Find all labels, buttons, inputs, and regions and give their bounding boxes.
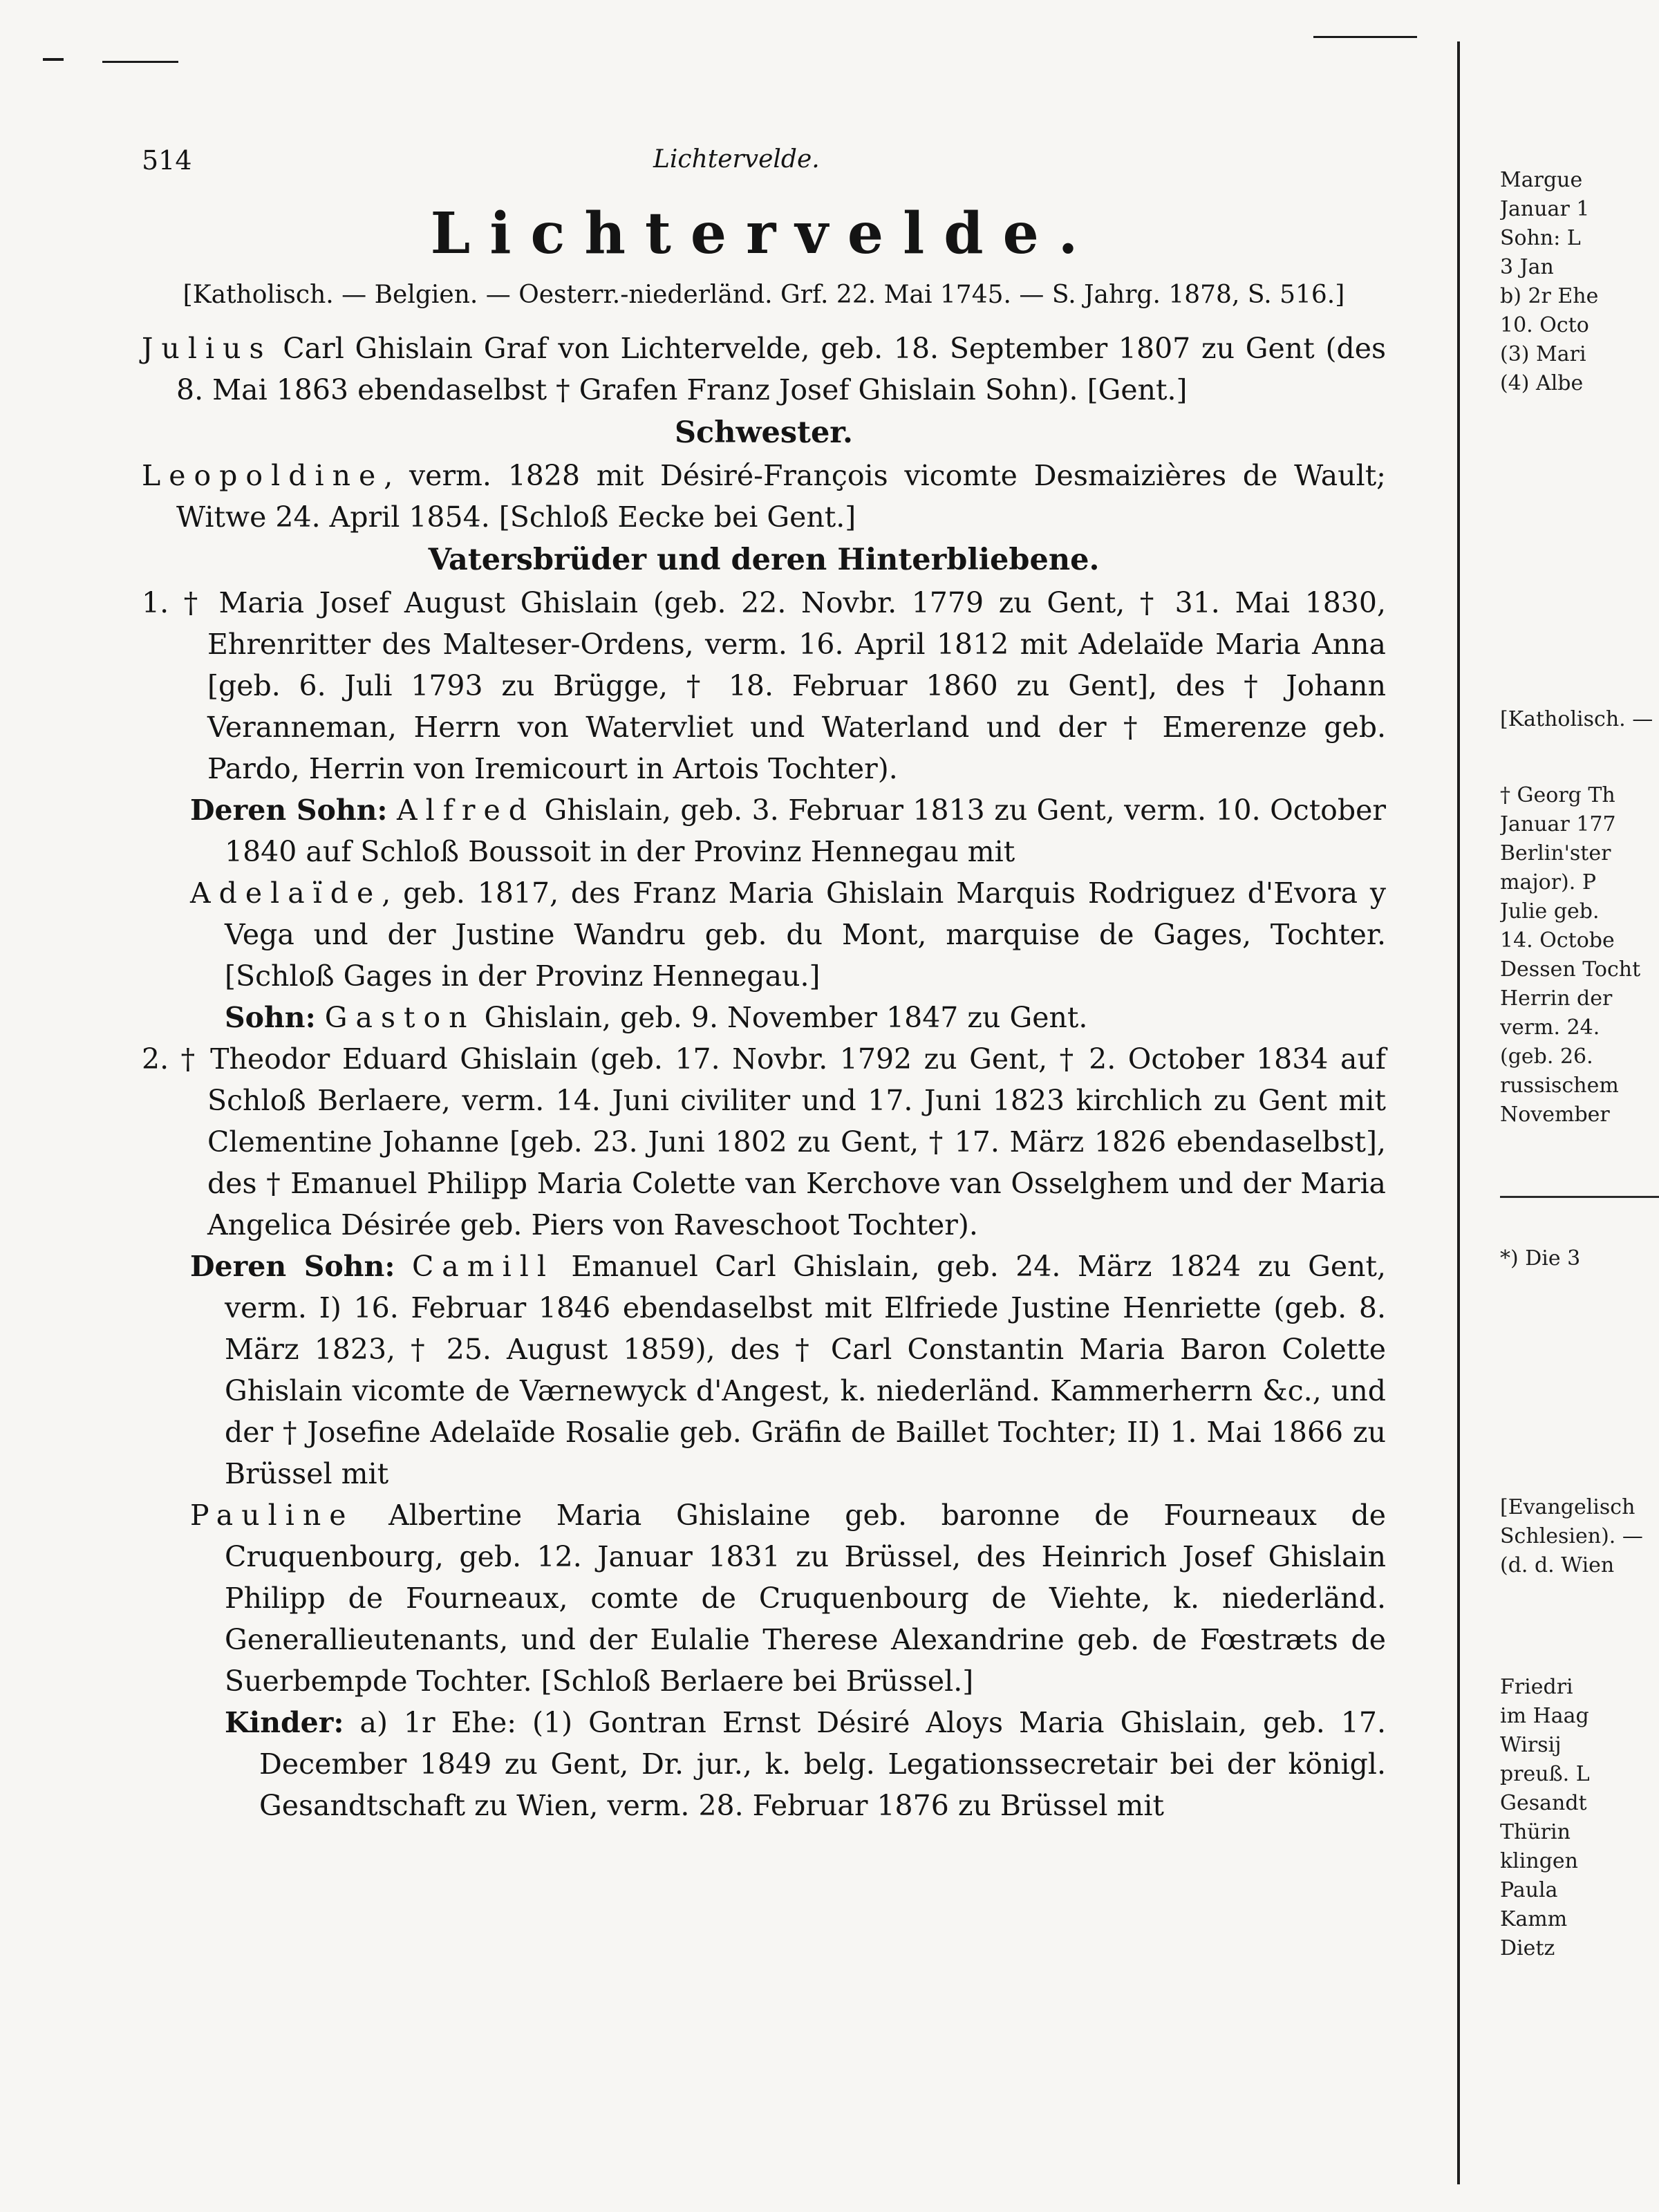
neighbor-block-3 [1500,781,1659,1130]
book-page [142,138,1386,2143]
head-of-house-entry [142,328,1386,411]
uncle-2-children-text: a) 1r Ehe: (1) Gontran Ernst Désiré Aloys Maria Ghislain, geb. 17. December 1849 zu Gent, Dr. jur., k. belg. Legationssecretair bei der königl. Gesandtschaft zu Wien, verm. 28. Februar 1876 zu Brüssel mit [259,1706,1386,1822]
neighbor-line: Wirsij [1500,1733,1562,1757]
neighbor-block-2 [1500,705,1659,734]
uncle-1-wife-text: , geb. 1817, des Franz Maria Ghislain Marquis Rodriguez d'Evora y Vega und der Justine Wandru geb. du Mont, marquise de Gages, Tochter. [Schloß Gages in der Provinz Hennegau.] [225,877,1386,993]
uncle-2-son-label: Deren Sohn: [190,1250,395,1283]
neighbor-block-5 [1500,1493,1659,1580]
neighbor-block-1 [1500,166,1659,398]
neighbor-line: Dessen Tocht [1500,957,1641,982]
neighbor-line: (geb. 26. [1500,1044,1593,1069]
neighbor-line: 14. Octobe [1500,928,1615,953]
uncle-2-wife-text: Albertine Maria Ghislaine geb. baronne de Fourneaux de Cruquenbourg, geb. 12. Januar 1831 zu Brüssel, des Heinrich Josef Ghislain Philipp de Fourneaux, comte de Cruquenbourg de Viehte, k. niederländ. Generallieutenants, und der Eulalie Therese Alexandrine geb. de Fœstræts de Suerbempde Tochter. [Schloß Berlaere bei Brüssel.] [225,1499,1386,1698]
scan-mark-mid [102,61,178,63]
uncle-2-son [142,1246,1386,1494]
neighbor-line: Schlesien). — [1500,1524,1643,1548]
neighbor-line: Januar 177 [1500,812,1616,836]
neighbor-line: verm. 24. [1500,1015,1600,1040]
uncle-2-children [142,1702,1386,1826]
neighbor-line: preuß. L [1500,1762,1590,1786]
uncles-heading: Vatersbrüder und deren Hinterbliebene. [428,543,1100,577]
neighbor-line: im Haag [1500,1704,1589,1728]
neighbor-line: Sohn: L [1500,226,1581,250]
sister-entry [142,455,1386,538]
neighbor-line: (3) Mari [1500,342,1586,366]
neighbor-line: Paula [1500,1878,1558,1902]
uncle-2-number: 2. [142,1042,169,1076]
neighbor-line: Julie geb. [1500,899,1600,924]
neighbor-line: 10. Octo [1500,313,1589,337]
neighbor-line: Herrin der [1500,986,1613,1011]
uncle-1-son [142,789,1386,872]
uncle-1-number: 1. [142,586,169,619]
uncle-1-wife-name: Adelaïde [190,877,382,910]
neighbor-line: Kamm [1500,1907,1568,1931]
uncle-2-son-wife [142,1494,1386,1702]
sister-text: , verm. 1828 mit Désiré-François vicomte Desmaizières de Wault; Witwe 24. April 1854. [Schloß Eecke bei Gent.] [176,459,1386,534]
uncle-1-grandson-text: Ghislain, geb. 9. November 1847 zu Gent. [475,1001,1088,1034]
uncle-2-son-name: Camill [411,1250,554,1283]
sister-name: Leopoldine [142,459,384,492]
neighbor-line: [Katholisch. — [1500,707,1653,731]
neighbor-line: b) 2r Ehe [1500,284,1599,308]
running-title: Lichtervelde. [653,145,820,174]
neighbor-block-4 [1500,1244,1659,1273]
scan-mark-left [43,58,64,61]
neighbor-line: [Evangelisch [1500,1495,1635,1519]
neighbor-line: 3 Jan [1500,255,1554,279]
neighbor-line: Friedri [1500,1675,1573,1699]
uncle-entry-1 [142,582,1386,789]
page-number: 514 [142,145,192,176]
neighbor-line: (d. d. Wien [1500,1553,1615,1577]
neighbor-line: Januar 1 [1500,197,1590,221]
uncle-2-text: † Theodor Eduard Ghislain (geb. 17. Novbr. 1792 zu Gent, † 2. October 1834 auf Schloß Berlaere, verm. 14. Juni civiliter und 17. Juni 1823 kirchlich zu Gent mit Clementine Johanne [geb. 23. Juni 1802 zu Gent, † 17. März 1826 ebendaselbst], des † Emanuel Philipp Maria Colette van Kerchove van Osselghem und der Maria Angelica Désirée geb. Piers von Raveschoot Tochter). [180,1042,1386,1241]
neighbor-line: russischem [1500,1074,1619,1098]
uncle-1-text: † Maria Josef August Ghislain (geb. 22. Novbr. 1779 zu Gent, † 31. Mai 1830, Ehrenritter des Malteser-Ordens, verm. 16. April 1812 mit Adelaïde Maria Anna [geb. 6. Juli 1793 zu Brügge, † 18. Februar 1860 zu Gent], des † Johann Veranneman, Herrn von Watervliet und Waterland und der † Emerenze geb. Pardo, Herrin von Iremicourt in Artois Tochter). [183,586,1386,785]
uncle-2-wife-name: Pauline [190,1499,355,1532]
sister-heading: Schwester. [675,415,853,450]
neighbor-line: Dietz [1500,1936,1555,1960]
scan-mark-right [1313,36,1417,38]
neighbor-line: *) Die 3 [1500,1246,1581,1271]
neighbor-line: (4) Albe [1500,371,1584,395]
running-head [142,138,1386,194]
uncle-1-grandson [142,997,1386,1038]
uncle-1-son-wife [142,872,1386,997]
uncle-1-son-label: Deren Sohn: [190,794,388,827]
neighbor-block-6 [1500,1673,1659,1963]
neighbor-line: Thürin [1500,1820,1571,1844]
neighbor-line: Gesandt [1500,1791,1587,1815]
neighbor-line: † Georg Th [1500,783,1615,807]
neighbor-line: Berlin'ster [1500,841,1611,865]
uncle-1-son-name: Alfred [397,794,536,827]
head-of-house-text: Carl Ghislain Graf von Lichtervelde, geb. 18. September 1807 zu Gent (des 8. Mai 1863 ebendaselbst † Grafen Franz Josef Ghislain Sohn). [Gent.] [176,332,1386,406]
neighbor-rule [1500,1196,1659,1198]
uncle-2-son-text: Emanuel Carl Ghislain, geb. 24. März 1824 zu Gent, verm. I) 16. Februar 1846 ebendaselbst mit Elfriede Justine Henriette (geb. 8. März 1823, † 25. August 1859), des † Carl Constantin Maria Baron Colette Ghislain vicomte de Værnewyck d'Angest, k. niederländ. Kammerherrn &c., und der † Josefine Adelaïde Rosalie geb. Gräfin de Baillet Tochter; II) 1. Mai 1866 zu Brüssel mit [225,1250,1386,1490]
uncle-1-son-text: Ghislain, geb. 3. Februar 1813 zu Gent, verm. 10. October 1840 auf Schloß Boussoit in der Provinz Hennegau mit [225,794,1386,868]
uncle-entry-2 [142,1038,1386,1246]
neighbor-line: klingen [1500,1849,1578,1873]
uncle-2-children-label: Kinder: [225,1706,344,1739]
neighbor-line: major). P [1500,870,1596,894]
head-of-house-name: Julius [142,332,272,365]
family-title: Lichtervelde. [430,200,1098,267]
neighbor-line: November [1500,1103,1610,1127]
neighbor-line: Margue [1500,168,1583,192]
uncle-1-grandson-name: Gaston [324,1001,476,1034]
uncle-1-grandson-label: Sohn: [225,1001,316,1034]
family-meta: [Katholisch. — Belgien. — Oesterr.-niederländ. Grf. 22. Mai 1745. — S. Jahrg. 1878, S. 516.] [182,281,1345,309]
page-gutter [1457,41,1460,2184]
